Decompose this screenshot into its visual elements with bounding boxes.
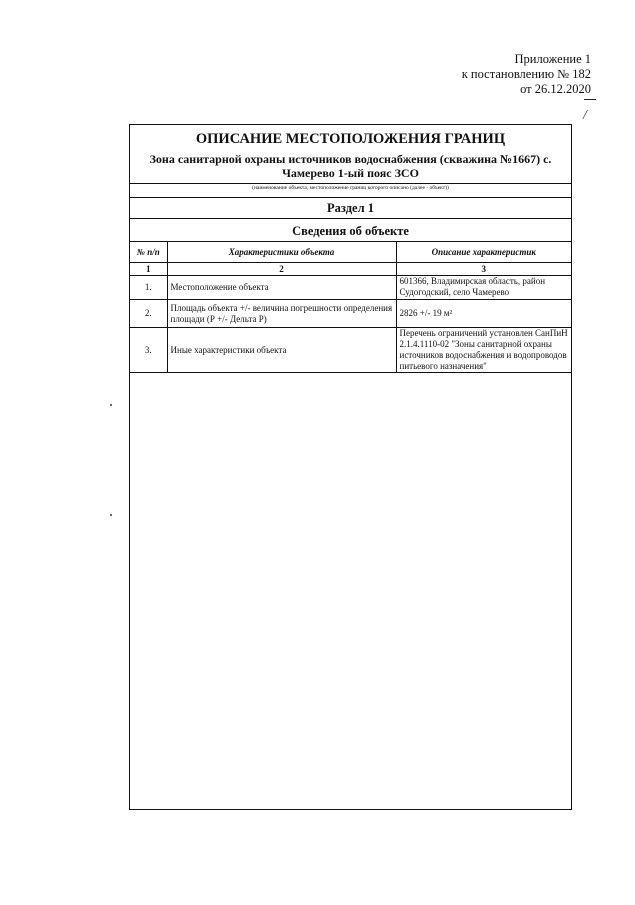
table-row xyxy=(130,300,571,328)
row-number: 3. xyxy=(130,328,167,373)
document-subtitle: Зона санитарной охраны источников водоснабжения (скважина №1667) с. Чамерево 1-ый пояс ЗСО xyxy=(149,152,552,180)
scan-speck xyxy=(110,404,112,406)
row-characteristic: Иные характеристики объекта xyxy=(167,328,396,373)
row-description: Перечень ограничений установлен СанПиН 2.1.4.1110-02 "Зоны санитарной охраны источников водоснабжения и водопроводов питьевого назначения" xyxy=(396,328,571,373)
column-number: 3 xyxy=(396,263,571,276)
object-caption: (наименование объекта, местоположение границ которого описано (далее - объект)) xyxy=(130,183,571,194)
document-frame xyxy=(129,124,572,810)
appendix-title: Приложение 1 xyxy=(514,52,591,66)
table-row xyxy=(130,328,571,373)
column-number: 1 xyxy=(130,263,167,276)
row-description: 601366, Владимирская область, район Судогодский, село Чамерево xyxy=(396,276,571,300)
scan-speck xyxy=(110,514,112,516)
appendix-note xyxy=(462,52,591,97)
info-heading: Сведения об объекте xyxy=(130,218,571,241)
row-number: 1. xyxy=(130,276,167,300)
header-description: Описание характеристик xyxy=(396,242,571,263)
row-number: 2. xyxy=(130,300,167,328)
row-description: 2826 +/- 19 м² xyxy=(396,300,571,328)
table-row xyxy=(130,276,571,300)
appendix-date: от 26.12.2020 xyxy=(520,82,591,96)
table-header-row xyxy=(130,242,571,263)
appendix-resolution: к постановлению № 182 xyxy=(461,67,591,81)
document-title: ОПИСАНИЕ МЕСТОПОЛОЖЕНИЯ ГРАНИЦ xyxy=(195,131,506,147)
header-characteristic: Характеристики объекта xyxy=(167,242,396,263)
column-number: 2 xyxy=(167,263,396,276)
object-info-table xyxy=(130,241,571,373)
handwritten-mark: / xyxy=(583,108,587,123)
row-characteristic: Площадь объекта +/- величина погрешности определения площади (Р +/- Дельта Р) xyxy=(167,300,396,328)
date-underline xyxy=(584,99,596,100)
column-number-row xyxy=(130,263,571,276)
header-num: № п/п xyxy=(130,242,167,263)
row-characteristic: Местоположение объекта xyxy=(167,276,396,300)
section-heading: Раздел 1 xyxy=(130,197,571,218)
